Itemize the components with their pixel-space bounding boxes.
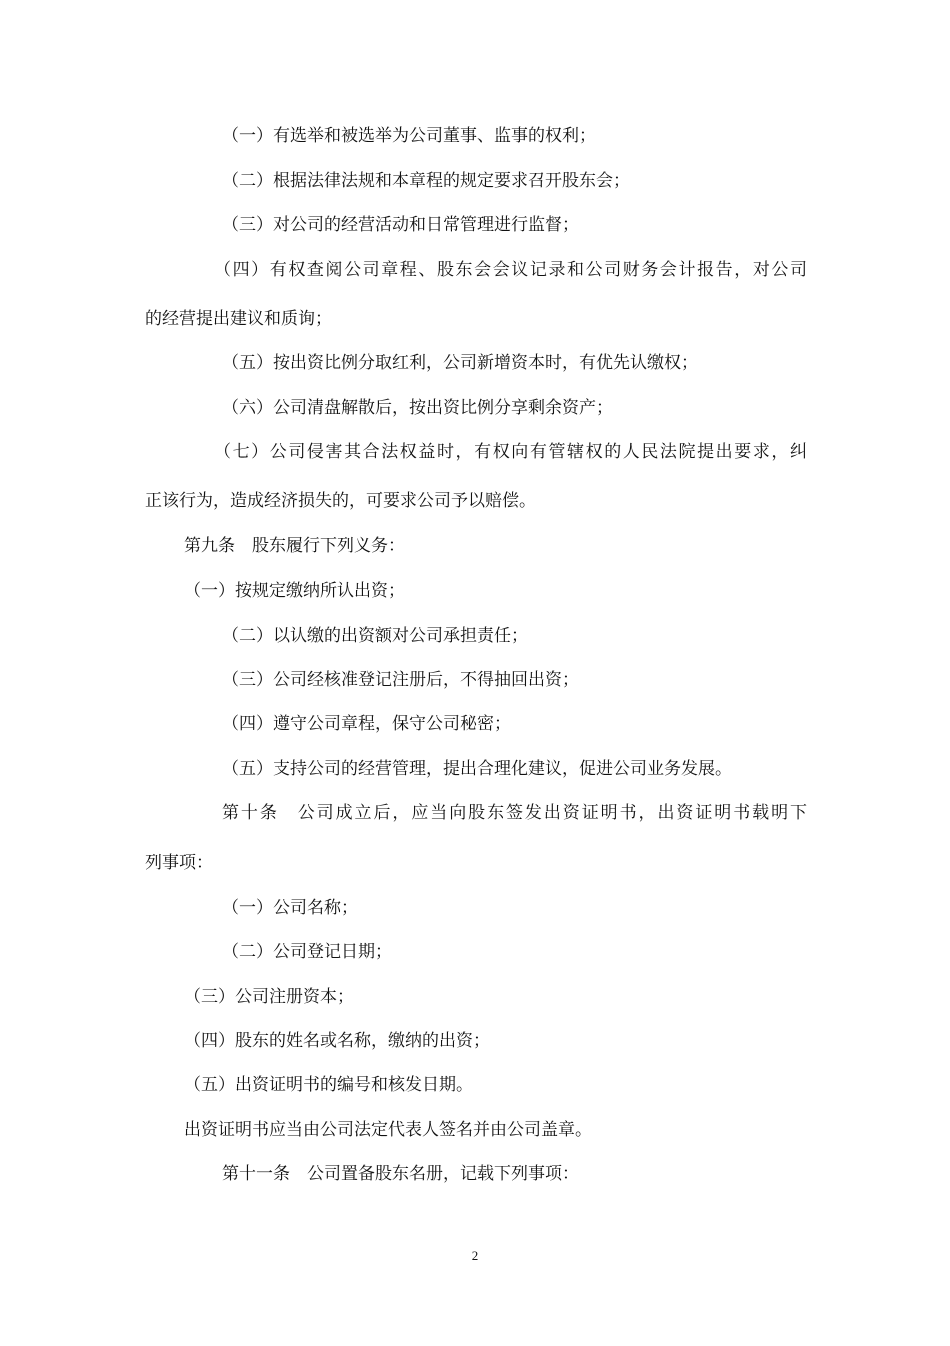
text-line-23: 出资证明书应当由公司法定代表人签名并由公司盖章。 — [184, 1120, 592, 1140]
text-line-3: （三）对公司的经营活动和日常管理进行监督； — [222, 215, 579, 235]
article-11-heading: 第十一条 公司置备股东名册，记载下列事项： — [222, 1164, 579, 1184]
text-line-13: （三）公司经核准登记注册后，不得抽回出资； — [222, 670, 579, 690]
text-line-12: （二）以认缴的出资额对公司承担责任； — [222, 626, 528, 646]
text-line-20: （三）公司注册资本； — [184, 987, 354, 1007]
text-line-4: （四）有权查阅公司章程、股东会会议记录和公司财务会计报告，对公司 — [214, 260, 807, 280]
text-line-6: （五）按出资比例分取红利，公司新增资本时，有优先认缴权； — [222, 353, 698, 373]
text-line-14: （四）遵守公司章程，保守公司秘密； — [222, 714, 511, 734]
text-line-22: （五）出资证明书的编号和核发日期。 — [184, 1075, 473, 1095]
article-9-heading: 第九条 股东履行下列义务： — [184, 536, 405, 556]
text-line-2: （二）根据法律法规和本章程的规定要求召开股东会； — [222, 171, 630, 191]
text-line-17: 列事项： — [145, 853, 213, 873]
page-number: 2 — [471, 1248, 479, 1263]
text-line-19: （二）公司登记日期； — [222, 942, 392, 962]
article-10-heading: 第十条 公司成立后，应当向股东签发出资证明书，出资证明书载明下 — [222, 803, 807, 823]
text-line-8: （七）公司侵害其合法权益时，有权向有管辖权的人民法院提出要求，纠 — [214, 442, 807, 462]
text-line-21: （四）股东的姓名或名称，缴纳的出资； — [184, 1031, 490, 1051]
text-line-9: 正该行为，造成经济损失的，可要求公司予以赔偿。 — [145, 491, 536, 511]
text-line-15: （五）支持公司的经营管理，提出合理化建议，促进公司业务发展。 — [222, 759, 732, 779]
text-line-7: （六）公司清盘解散后，按出资比例分享剩余资产； — [222, 398, 613, 418]
text-line-18: （一）公司名称； — [222, 898, 358, 918]
text-line-1: （一）有选举和被选举为公司董事、监事的权利； — [222, 126, 596, 146]
text-line-5: 的经营提出建议和质询； — [145, 309, 332, 329]
text-line-11: （一）按规定缴纳所认出资； — [184, 581, 405, 601]
